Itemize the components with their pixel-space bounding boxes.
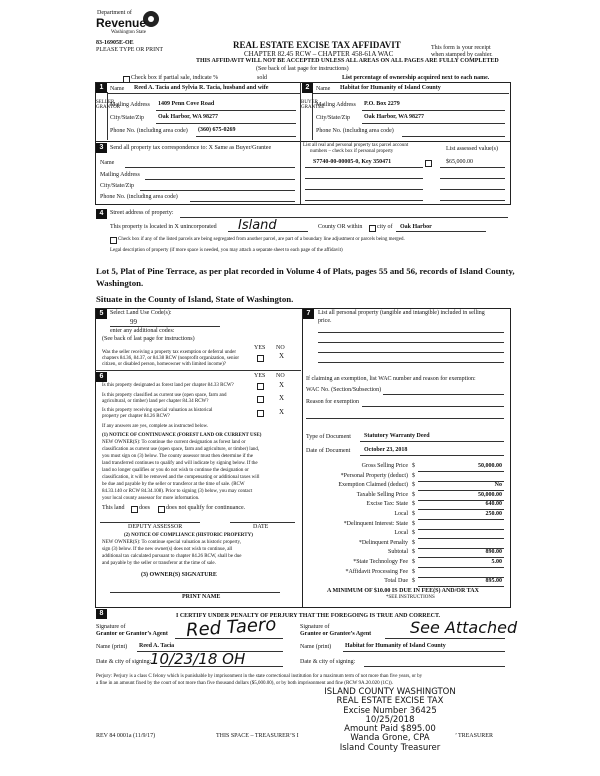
- notice1-line: 84.33.140 or RCW 84.34.108). Prior to signing (3) below, you may contact: [102, 489, 253, 494]
- assessed-head: List assessed value(s): [446, 146, 498, 152]
- tax-phone-label: Phone No. (including area code): [100, 194, 178, 200]
- stamp-line5: Amount Paid $895.00: [344, 724, 436, 735]
- grantee-sig-label1: Signature of: [300, 624, 330, 630]
- tax-row-value: 50,000.00: [478, 463, 502, 469]
- rev-number: REV 84 0001a (11/9/17): [96, 733, 156, 739]
- section-7-badge: 7: [303, 309, 314, 319]
- exempt-yes-checkbox[interactable]: [257, 355, 264, 362]
- tax-row-currency: $: [412, 511, 415, 517]
- notice1-line: classification, it will be removed and the compensating or additional taxes will: [102, 475, 260, 480]
- grantor-date-handwritten: 10/23/18 OH: [150, 650, 246, 668]
- tax-row-currency: $: [412, 559, 415, 565]
- tax-row-label: Gross Selling Price: [361, 463, 408, 469]
- notice2-line: additional tax calculated pursuant to chapter 84.26 RCW, shall be due: [102, 554, 242, 559]
- receipt-note2: when stamped by cashier.: [431, 52, 493, 58]
- parcel-head1: List all real and personal property tax parcel account: [303, 143, 409, 148]
- exempt-q3: citizen, or disabled person, homeowner with limited income)?: [102, 362, 226, 367]
- grantee-see-attached: See Attached: [410, 618, 518, 637]
- tax-row-label: Local: [394, 511, 408, 517]
- form-warning: THIS AFFIDAVIT WILL NOT BE ACCEPTED UNLESS ALL AREAS ON ALL PAGES ARE FULLY COMPLETED: [196, 58, 499, 64]
- stamp-line4: 10/25/2018: [365, 714, 415, 725]
- personal-property-checkbox[interactable]: [425, 160, 432, 167]
- seller-mail: 1409 Penn Cove Road: [158, 101, 215, 107]
- dept-line1: Department of: [97, 10, 132, 16]
- grantee-date-label: Date & city of signing:: [300, 659, 356, 665]
- land-use-code: 99: [130, 318, 137, 326]
- doc-type-label: Type of Document: [306, 434, 351, 440]
- tax-row-currency: $: [412, 463, 415, 469]
- seller-phone-label: Phone No. (including area code): [110, 128, 188, 134]
- notice1-line: land transferred continues to qualify and will indicate by signing below. If the: [102, 461, 258, 466]
- receipt-note1: This form is your receipt: [431, 45, 491, 51]
- tax-row-label: Excise Tax: State: [366, 501, 408, 508]
- tax-row-label: Local: [394, 530, 408, 537]
- seller-name-label: Name: [110, 86, 125, 92]
- buyer-phone-label: Phone No. (including area code): [316, 128, 394, 134]
- sec7-label1: List all personal property (tangible and intangible) included in selling: [318, 310, 485, 316]
- grantee-sig-label2: Grantee or Grantee’s Agent: [300, 631, 372, 637]
- situate-line: Situate in the County of Island, State of Washington.: [96, 294, 294, 304]
- print-instr: PLEASE TYPE OR PRINT: [96, 47, 164, 53]
- forest-no-answer: X: [279, 381, 285, 389]
- stamp-line7: Island County Treasurer: [339, 742, 441, 753]
- tax-row-value: No: [494, 482, 502, 489]
- sec6-any-yes: If any answers are yes, complete as instructed below.: [102, 424, 209, 429]
- grantor-sig-label2: Grantor or Grantor’s Agent: [96, 631, 168, 637]
- notice2-line: sign (3) below. If the new owner(s) does not wish to continue, all: [102, 547, 233, 552]
- seller-city-label: City/State/Zip: [110, 115, 144, 121]
- land-use-see-back: (See back of last page for instructions): [102, 336, 195, 342]
- perjury-line1: Perjury: Perjury is a class C felony which is punishable by imprisonment in the state correctional institution for a maximum term of not more than five years, or by: [96, 674, 423, 679]
- does-not-text: does not qualify for continuance.: [166, 505, 246, 511]
- section-4-badge: 4: [96, 209, 107, 219]
- sec6-q1: Is this property designated as forest land per chapter 84.33 RCW?: [102, 383, 234, 388]
- does-not-checkbox[interactable]: [158, 506, 165, 513]
- street-label: Street address of property:: [110, 210, 174, 216]
- tax-row-value: 895.00: [485, 578, 502, 585]
- grantee-name-label: Name (print): [300, 644, 332, 650]
- tax-row-label: Total Due: [384, 578, 408, 585]
- sec6-q2b: agricultural, or timber) land per chapter 84.34 RCW?: [102, 399, 209, 404]
- tax-row-currency: $: [412, 472, 415, 479]
- grantor-sig-label1: Signature of: [96, 624, 126, 630]
- tax-row-label: *Personal Property (deduct): [340, 472, 408, 479]
- tax-row-currency: $: [412, 549, 415, 556]
- section-3-badge: 3: [96, 143, 107, 153]
- tax-row-label: Exemption Claimed (deduct): [338, 482, 408, 489]
- wac-label: WAC No. (Section/Subsection): [306, 387, 382, 393]
- tax-minimum: A MINIMUM OF $10.00 IS DUE IN FEE(S) AND/OR TAX: [327, 588, 479, 594]
- treasurer-label: ’ TREASURER: [455, 733, 493, 739]
- buyer-mail: P.O. Box 2279: [364, 101, 400, 107]
- exempt-q2: chapters 84.36, 84.37, or 84.38 RCW (nonprofit organization, senior: [102, 356, 240, 361]
- pct-label: List percentage of ownership acquired next to each name.: [342, 75, 490, 81]
- tax-row-currency: $: [412, 578, 415, 585]
- perjury-line2: a fine in an amount fixed by the court of not more than five thousand dollars ($5,000.00), or by both imprisonment and fine (RCW 9A.20.020 (1C)).: [96, 681, 393, 686]
- tax-row-currency: $: [412, 530, 415, 537]
- section-5-badge: 5: [96, 309, 107, 319]
- grantor-date-label: Date & city of signing:: [96, 659, 152, 665]
- doc-type: Statutory Warranty Deed: [364, 433, 430, 439]
- current-use-yes-checkbox[interactable]: [257, 396, 264, 403]
- city-of-label: city of: [377, 224, 393, 230]
- does-label: This land: [102, 505, 125, 511]
- segregated-checkbox[interactable]: [110, 237, 117, 244]
- section-2-badge: 2: [302, 83, 313, 93]
- does-checkbox[interactable]: [131, 506, 138, 513]
- tax-row-currency: $: [412, 568, 415, 575]
- sec6-q3a: Is this property receiving special valuation as historical: [102, 408, 213, 413]
- sec6-q2a: Is this property classified as current use (open space, farm and: [102, 393, 227, 398]
- grantor-name-label: Name (print): [96, 644, 128, 650]
- sec7-label2: price.: [318, 318, 332, 324]
- buyer-name: Habitat for Humanity of Island County: [340, 85, 441, 91]
- dept-line2: Revenue: [96, 16, 147, 30]
- sec6-q3b: property per chapter 84.26 RCW?: [102, 414, 170, 419]
- notice1-title: (1) NOTICE OF CONTINUANCE (FOREST LAND OR CURRENT USE): [102, 433, 262, 438]
- notice1-line: NEW OWNER(S): To continue the current designation as forest land or: [102, 440, 246, 445]
- parcel-head2: numbers – check box if personal property: [310, 149, 394, 154]
- tax-row-currency: $: [412, 539, 415, 546]
- partial-sale-sold: sold: [257, 75, 268, 81]
- tax-row-value: 640.00: [485, 501, 502, 508]
- tax-row-value: 250.00: [485, 511, 502, 517]
- tax-row-currency: $: [412, 520, 415, 527]
- seller-side-label: SELLER GRANTOR: [96, 100, 121, 110]
- form-code: 83-16905E-OE: [96, 40, 134, 46]
- seller-mail-label: Mailing Address: [110, 102, 150, 108]
- notice1-line: land no longer qualifies or you do not wish to continue the designation or: [102, 468, 249, 473]
- tax-name-label: Name: [100, 160, 115, 166]
- city-of-checkbox[interactable]: [369, 225, 376, 232]
- notice2-title: (2) NOTICE OF COMPLIANCE (HISTORIC PROPERTY): [124, 533, 253, 538]
- legal-line2: Washington.: [96, 278, 144, 288]
- buyer-name-label: Name: [316, 86, 331, 92]
- grantor-signature: Red Taero: [185, 613, 277, 642]
- exempt-claim-label: If claiming an exemption, list WAC number and reason for exemption:: [306, 376, 476, 382]
- sec6-yes-head: YES: [254, 373, 266, 379]
- tax-row-label: Taxable Selling Price: [356, 491, 408, 498]
- reason-label: Reason for exemption: [306, 399, 359, 405]
- tax-row-currency: $: [412, 501, 415, 508]
- notice2-line: and payable by the seller or transferor at the time of sale.: [102, 561, 216, 566]
- tax-row-value: 50,000.00: [478, 491, 502, 498]
- tax-row-currency: $: [412, 482, 415, 489]
- buyer-city: Oak Harbor, WA 98277: [364, 114, 425, 120]
- current-use-no-answer: X: [279, 394, 285, 402]
- parcel-number: S7740-00-00005-0, Key 350471: [313, 159, 392, 165]
- section-6-badge: 6: [96, 372, 107, 382]
- land-use-other: enter any additional codes:: [110, 328, 175, 334]
- tax-row-value: 5.00: [491, 559, 502, 565]
- see-last: (See back of last page for instructions): [256, 66, 349, 72]
- exempt-no-answer: X: [279, 352, 285, 360]
- sec6-no-head: NO: [276, 373, 285, 379]
- form-title: REAL ESTATE EXCISE TAX AFFIDAVIT: [233, 40, 401, 50]
- notice2-line: NEW OWNER(S): To continue special valuation as historic property,: [102, 540, 241, 545]
- tax-row-value: 890.00: [485, 549, 502, 556]
- county-handwritten: Island: [238, 218, 277, 233]
- owner-signature-label: (3) OWNER(S) SIGNATURE: [141, 572, 217, 578]
- land-use-label: Select Land Use Code(s):: [110, 310, 172, 316]
- tax-row-label: *Delinquent Penalty: [358, 539, 408, 546]
- stamp-line6: Wanda Grone, CPA: [350, 733, 430, 744]
- notice1-line: be due and payable by the seller or transferor at the time of sale. (RCW: [102, 482, 245, 487]
- exempt-no-head: NO: [276, 345, 285, 351]
- city-of-value: Oak Harbor: [400, 224, 432, 230]
- stamp-line1: ISLAND COUNTY WASHINGTON: [324, 687, 456, 697]
- notice1-line: classification as current use (open space, farm and agriculture, or timber) land,: [102, 447, 260, 452]
- tax-corr-label: Send all property tax correspondence to: X Same as Buyer/Grantee: [110, 145, 272, 151]
- treasurer-space: THIS SPACE – TREASURER’S I: [216, 733, 299, 739]
- deputy-assessor-label: DEPUTY ASSESSOR: [128, 524, 183, 530]
- tax-row-label: *Affidavit Processing Fee: [345, 568, 408, 575]
- tax-row-currency: $: [412, 491, 415, 498]
- dept-line3: Washington State: [111, 30, 147, 35]
- doc-date-label: Date of Document: [306, 448, 351, 454]
- section-8-badge: 8: [96, 609, 107, 619]
- historic-no-answer: X: [279, 408, 285, 416]
- assessed-value: $65,000.00: [446, 159, 473, 165]
- county-label: County OR within: [318, 224, 363, 230]
- buyer-mail-label: Mailing Address: [316, 102, 356, 108]
- form-chapters: CHAPTER 82.45 RCW – CHAPTER 458-61A WAC: [244, 50, 394, 58]
- grantee-name-print: Habitat for Humanity of Island County: [345, 643, 446, 649]
- buyer-side-label: BUYER GRANTEE: [301, 100, 325, 110]
- deputy-date-label: DATE: [253, 524, 269, 530]
- tax-city-label: City/State/Zip: [100, 183, 134, 189]
- notice1-line: you must sign on (3) below. The county assessor must then determine if the: [102, 454, 253, 459]
- exempt-yes-head: YES: [254, 345, 266, 351]
- grantor-name-print: Reed A. Tacia: [139, 643, 175, 649]
- does-text: does: [139, 505, 150, 511]
- certify-statement: I CERTIFY UNDER PENALTY OF PERJURY THAT THE FOREGOING IS TRUE AND CORRECT.: [176, 613, 441, 619]
- legal-label: Legal description of property (if more space is needed, you may attach a separate sheet to each page of the affidavit): [110, 248, 343, 253]
- exempt-q1: Was the seller receiving a property tax exemption or deferral under: [102, 350, 236, 355]
- legal-line1: Lot 5, Plat of Pine Terrace, as per plat recorded in Volume 4 of Plats, pages 55 and 56, records of Island County,: [96, 266, 515, 276]
- tax-mail-label: Mailing Address: [100, 172, 140, 178]
- partial-sale-label: Check box if partial sale, indicate %: [131, 75, 219, 81]
- stamp-line3: Excise Number 36425: [343, 705, 437, 716]
- seller-phone: (360) 675-0269: [198, 127, 236, 133]
- tax-see-instructions: *SEE INSTRUCTIONS: [386, 595, 435, 600]
- buyer-city-label: City/State/Zip: [316, 115, 350, 121]
- notice1-line: your local county assessor for more information.: [102, 496, 200, 501]
- seller-name: Reed A. Tacia and Sylvia R. Tacia, husband and wife: [134, 85, 269, 91]
- stamp-line2: REAL ESTATE EXCISE TAX: [336, 696, 444, 707]
- seller-city: Oak Harbor, WA 98277: [158, 114, 219, 120]
- print-name-label: PRINT NAME: [182, 594, 221, 600]
- tax-row-label: *State Technology Fee: [353, 559, 408, 565]
- located-label: This property is located in X unincorporated: [110, 224, 217, 230]
- historic-yes-checkbox[interactable]: [257, 410, 264, 417]
- segregated-label: Check box if any of the listed parcels are being segregated from another parcel, are part of a boundary line adjustment or parcels being merged.: [118, 237, 405, 242]
- forest-yes-checkbox[interactable]: [257, 383, 264, 390]
- tax-row-label: *Delinquent Interest: State: [343, 520, 408, 527]
- section-1-badge: 1: [96, 83, 107, 93]
- tax-row-label: Subtotal: [387, 549, 408, 556]
- doc-date: October 23, 2018: [364, 447, 408, 453]
